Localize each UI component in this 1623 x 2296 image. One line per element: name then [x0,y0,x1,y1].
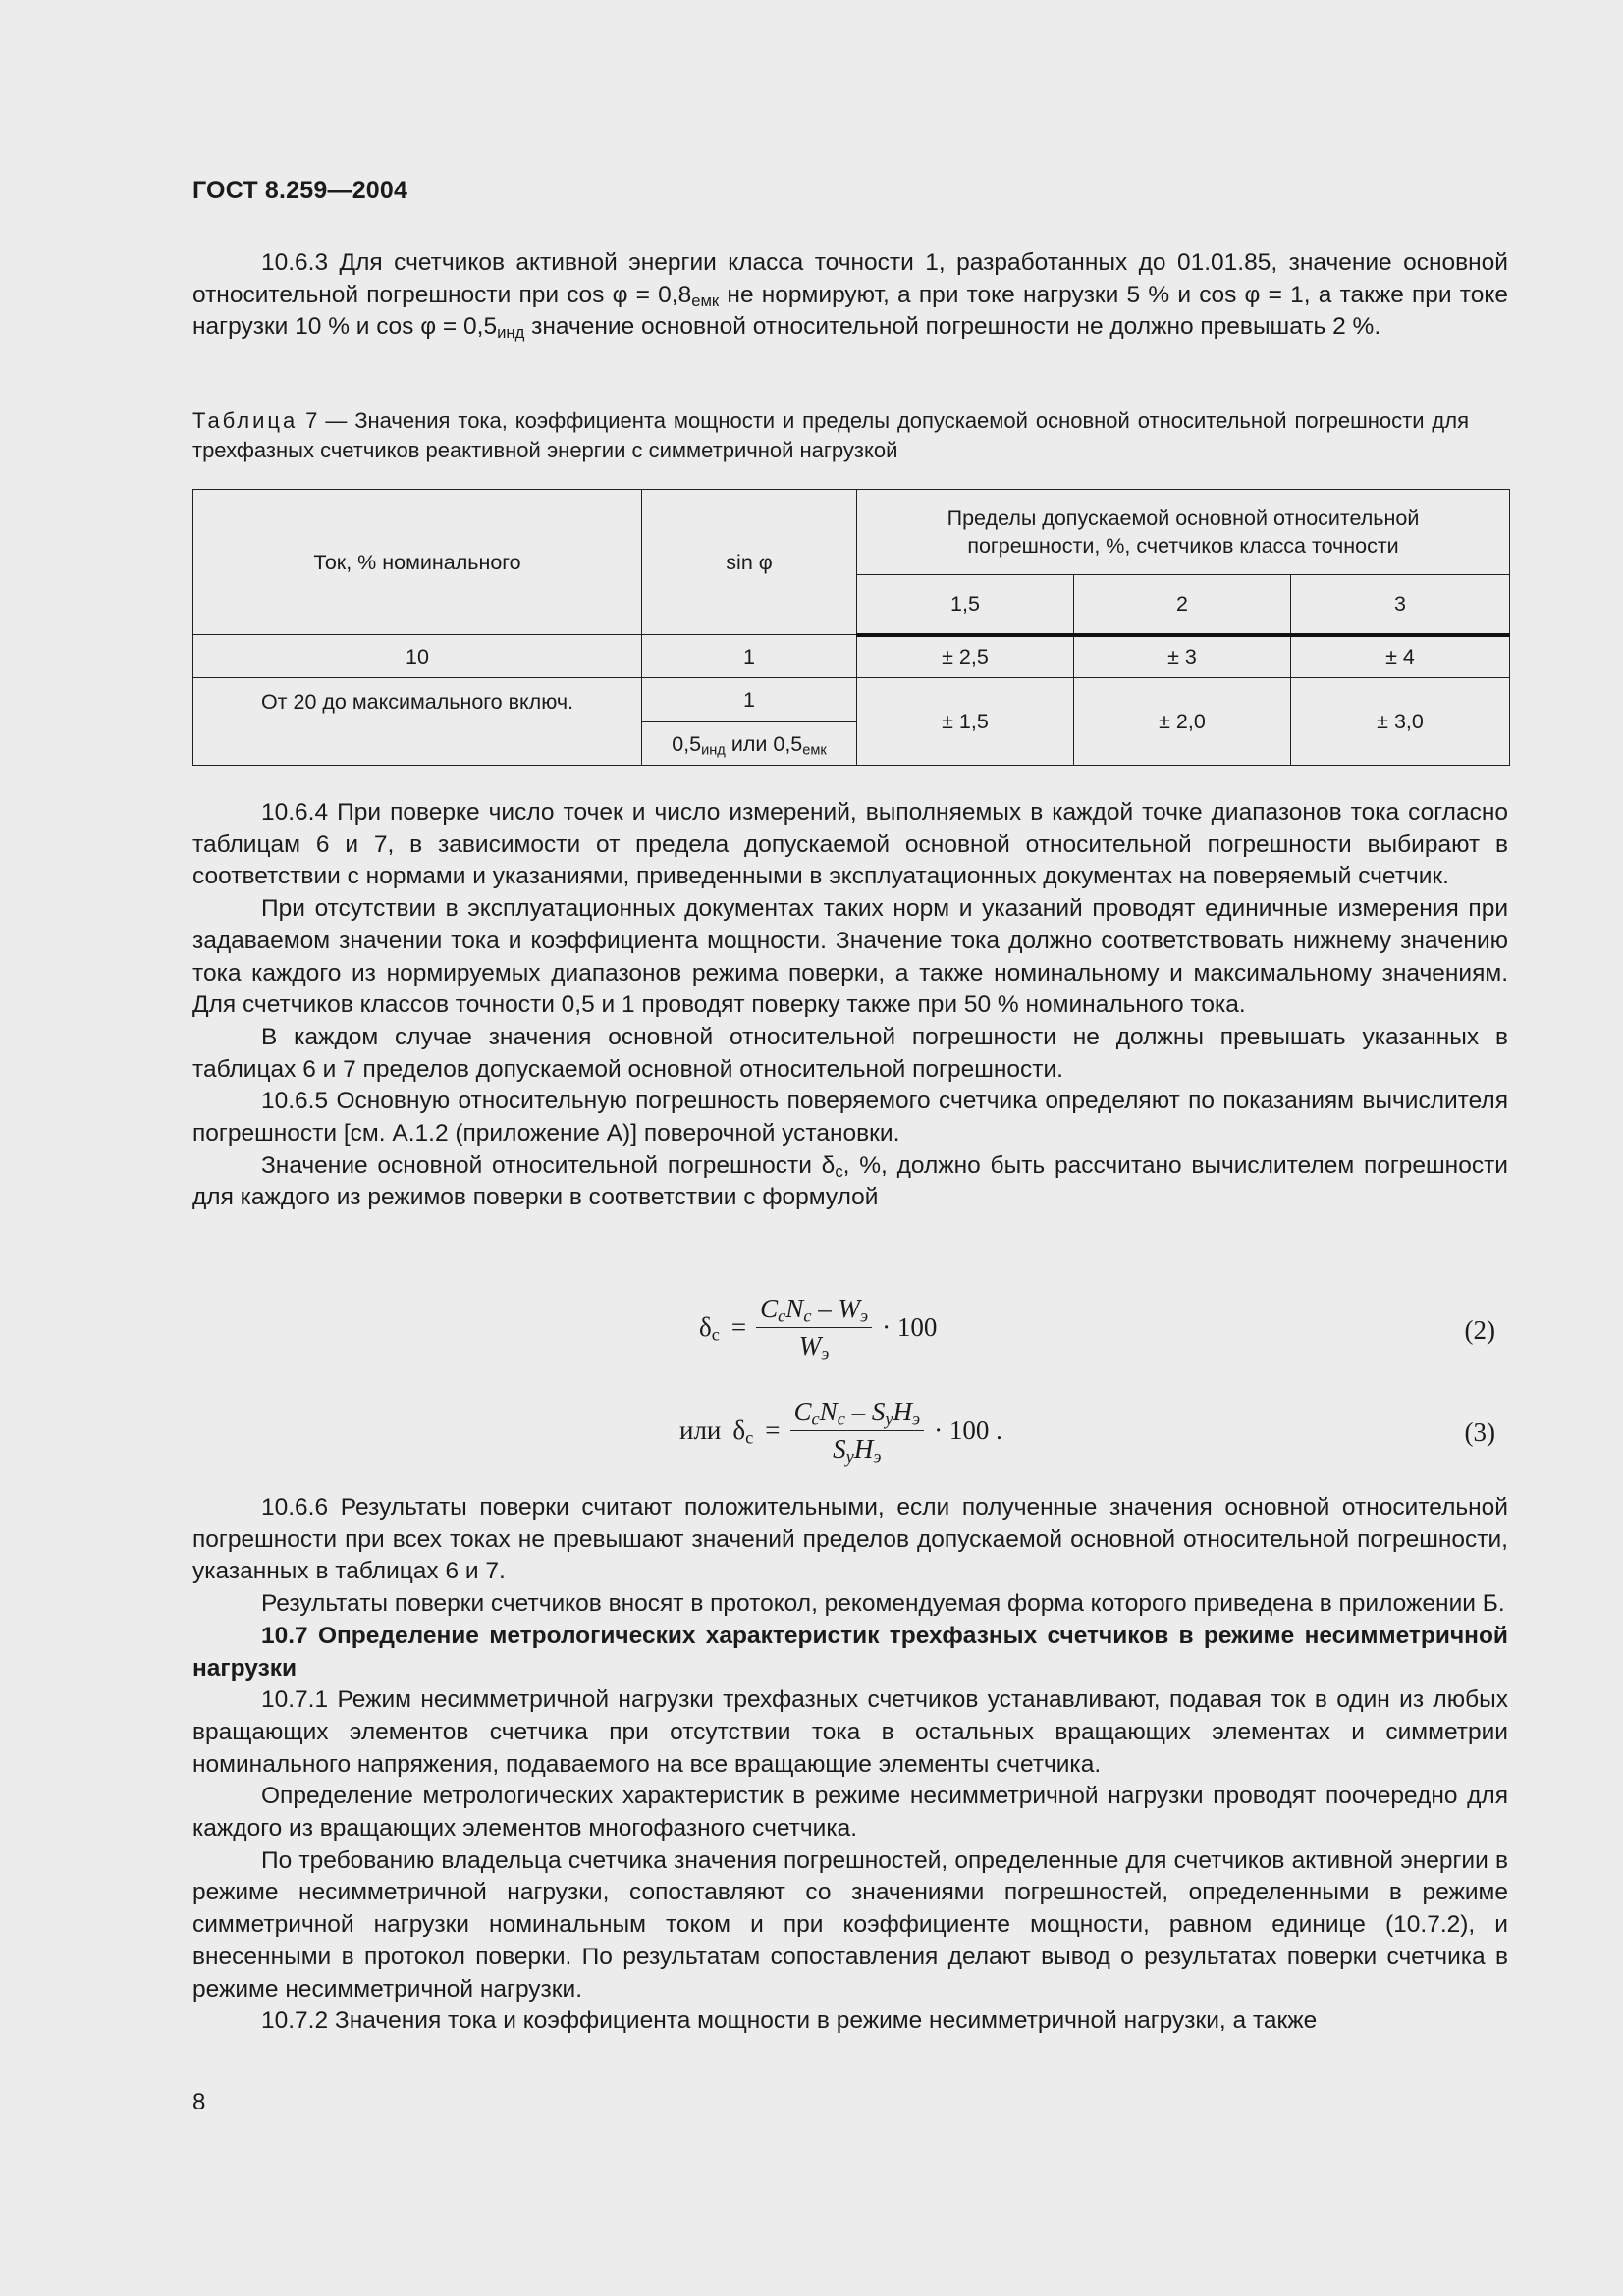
header-sin: sin φ [642,490,857,635]
paragraph-10-7-2: 10.7.2 Значения тока и коэффициента мощности в режиме несимметричной нагрузки, а также [261,2007,1318,2035]
paragraph-error-value: Значение основной относительной погрешности $\delta_с$, %, должно быть рассчитано вычислителем погрешности для каждого из режимов поверки в соответствии с формулой [192,1151,1508,1211]
heading-10-7: 10.7 Определение метрологических характеристик трехфазных счетчиков в режиме несимметричной нагрузки [192,1622,1508,1682]
table-row [193,635,1510,678]
cell-sin: 1 [642,635,857,678]
table-7-caption: Таблица 7 — Значения тока, коэффициента мощности и пределы допускаемой основной относительной погрешности для трехфазных счетчиков реактивной энергии с симметричной нагрузкой [192,408,1469,462]
header-limits: Пределы допускаемой основной относительной погрешности, %, счетчиков класса точности [857,490,1510,575]
cell-limit-3: ± 3,0 [1291,678,1510,766]
cell-limit-2: ± 3 [1074,635,1291,678]
paragraph-each-case: В каждом случае значения основной относительной погрешности не должны превышать указанных в таблицах 6 и 7 пределов допускаемой основной относительной погрешности. [192,1023,1508,1083]
table-row [193,678,1510,722]
equation-number-2: (2) [1464,1315,1495,1345]
formula-2: $\delta_с$ = $\frac{C_сN_с - W_э}{W_э}$ · 100 [699,1294,938,1363]
cell-limit-1-5: ± 1,5 [857,678,1074,766]
cell-current: 10 [193,635,642,678]
page-number: 8 [192,2089,206,2115]
paragraph-determination: Определение метрологических характеристик в режиме несимметричной нагрузки проводят поочередно для каждого из вращающих элементов многофазного счетчика. [192,1783,1508,1842]
cell-limit-2: ± 2,0 [1074,678,1291,766]
section-10-6-3 [192,247,1508,344]
paragraph-10-7-1: 10.7.1 Режим несимметричной нагрузки трехфазных счетчиков устанавливают, подавая ток в один из любых вращающих элементов счетчика при отсутствии тока в остальных вращающих элементах и симметрии номинального напряжения, подаваемого на все вращающие элементы счетчика. [192,1686,1508,1778]
paragraph-owner-request: По требованию владельца счетчика значения погрешностей, определенные для счетчиков активной энергии в режиме несимметричной нагрузки, сопоставляют со значениями погрешностей, определенными в режиме симметричной нагрузки номинальным током и при коэффициенте мощности, равном единице (10.7.2), и внесенными в протокол поверки. По результатам сопоставления делают вывод о результатах поверки счетчика в режиме несимметричной нагрузки. [192,1846,1508,2002]
header-current: Ток, % номинального [193,490,642,635]
paragraph-10-6-5: 10.6.5 Основную относительную погрешность поверяемого счетчика определяют по показаниям вычислителя погрешности [см. А.1.2 (приложение А)] поверочной установки. [192,1088,1508,1148]
cell-sin: 1 [642,678,857,722]
section-10-6-4 [192,797,1508,1214]
cell-current: От 20 до максимального включ. [193,678,642,766]
header-class-1-5: 1,5 [857,575,1074,635]
paragraph-10-6-4: 10.6.4 При поверке число точек и число измерений, выполняемых в каждой точке диапазонов тока согласно таблицам 6 и 7, в зависимости от предела допускаемой основной относительной погрешности выбирают в соответствии с нормами и указаниями, приведенными в эксплуатационных документах на поверяемый счетчик. [192,799,1508,890]
header-class-3: 3 [1291,575,1510,635]
header-class-2: 2 [1074,575,1291,635]
cell-limit-1-5: ± 2,5 [857,635,1074,678]
formula-3: или $\delta_с$ = $\frac{C_сN_с - S_уH_э}{S_уH_э}$ · 100 . [679,1397,1002,1467]
paragraph-results-protocol: Результаты поверки счетчиков вносят в протокол, рекомендуемая форма которого приведена в приложении Б. [261,1590,1505,1618]
document-header: ГОСТ 8.259—2004 [192,177,408,204]
table-7 [192,489,1510,766]
equation-number-3: (3) [1464,1417,1495,1447]
paragraph-10-6-3: 10.6.3 Для счетчиков активной энергии класса точности 1, разработанных до 01.01.85, значение основной относительной погрешности при $\cos \varphi = 0,8_{емк}$ не нормируют, а при токе нагрузки 5 % и cos φ = 1, а также при токе нагрузки 10 % и $\cos \varphi = 0,5_{инд}$ значение основной относительной погрешности не должно превышать 2 %. [192,249,1508,343]
formula-2-fraction: $\frac{C_сN_с - W_э}{W_э}$ [756,1294,872,1362]
cell-limit-3: ± 4 [1291,635,1510,678]
formula-3-fraction: $\frac{C_сN_с - S_уH_э}{S_уH_э}$ [790,1397,925,1465]
cell-sin-alt: $0,5_{инд}$ или $0,5_{емк}$ [642,722,857,766]
section-10-6-6-and-10-7 [192,1492,1508,2038]
paragraph-absent-norms: При отсутствии в эксплуатационных документах таких норм и указаний проводят единичные измерения при задаваемом значении тока и коэффициента мощности. Значение тока должно соответствовать нижнему значению тока каждого из нормируемых диапазонов режима поверки, а также номинальному и максимальному значениям. Для счетчиков классов точности 0,5 и 1 проводят поверку также при 50 % номинального тока. [192,895,1508,1019]
paragraph-10-6-6: 10.6.6 Результаты поверки считают положительными, если полученные значения основной относительной погрешности при всех токах не превышают значений пределов допускаемой основной относительной погрешности, указанных в таблицах 6 и 7. [192,1494,1508,1585]
